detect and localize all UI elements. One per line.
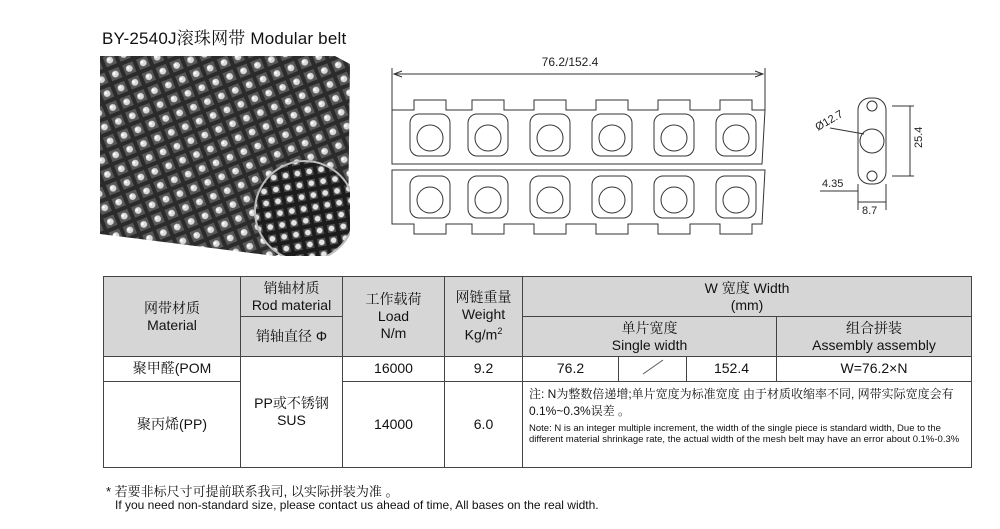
header-rod: 销轴材质 Rod material bbox=[241, 277, 343, 317]
rod-material-value: PP或不锈钢 SUS bbox=[241, 357, 343, 468]
header-rod-dia: 销轴直径 Φ bbox=[241, 317, 343, 357]
ball bbox=[537, 125, 563, 151]
header-assembly: 组合拼装 Assembly assembly bbox=[777, 317, 972, 357]
note-cell bbox=[523, 381, 972, 467]
ball bbox=[537, 187, 563, 213]
ball bbox=[723, 125, 749, 151]
ball bbox=[599, 187, 625, 213]
row-width-2: 152.4 bbox=[687, 357, 777, 381]
dim-b-label: 8.7 bbox=[862, 205, 878, 217]
header-material: 网带材质 Material bbox=[104, 277, 241, 357]
footer-cn: * 若要非标尺寸可提前联系我司, 以实际拼装为准 。 bbox=[106, 484, 399, 499]
belt-drawing bbox=[380, 52, 780, 262]
note-en: Note: N is an integer multiple increment, the width of the single piece is standard width, Due to the different material shrinkage rate, the actual width of the mesh belt may have an error about 0.1%-0.3% bbox=[529, 422, 960, 445]
ball bbox=[661, 125, 687, 151]
row-load: 16000 bbox=[343, 357, 445, 381]
header-width: W 宽度 Width (mm) bbox=[523, 277, 972, 317]
ball bbox=[599, 125, 625, 151]
side-drawing bbox=[810, 88, 930, 218]
page-title: BY-2540J滚珠网带 Modular belt bbox=[102, 29, 347, 48]
spec-table bbox=[103, 276, 972, 468]
row-material: 聚甲醛(POM bbox=[104, 357, 241, 381]
row-weight: 9.2 bbox=[445, 357, 523, 381]
row-material: 聚丙烯(PP) bbox=[104, 381, 241, 467]
ball bbox=[661, 187, 687, 213]
belt-photo bbox=[100, 56, 350, 256]
ball bbox=[723, 187, 749, 213]
pitch-label: 25.4 bbox=[913, 126, 925, 148]
ball bbox=[417, 187, 443, 213]
ball bbox=[417, 125, 443, 151]
row-assembly: W=76.2×N bbox=[777, 357, 972, 381]
ball bbox=[475, 125, 501, 151]
row-width-1: 76.2 bbox=[523, 357, 619, 381]
row-load: 14000 bbox=[343, 381, 445, 467]
header-single: 单片宽度 Single width bbox=[523, 317, 777, 357]
row-weight: 6.0 bbox=[445, 381, 523, 467]
footer-en: If you need non-standard size, please contact us ahead of time, All bases on the real width. bbox=[115, 498, 599, 512]
row-width-slash bbox=[619, 357, 687, 381]
dim-a-label: 4.35 bbox=[822, 178, 844, 190]
width-dimension: 76.2/152.4 bbox=[541, 55, 599, 69]
dia-label: Ø12.7 bbox=[813, 108, 846, 134]
note-cn: 注: N为整数倍递增;单片宽度为标准宽度 由于材质收缩率不同, 网带实际宽度会有0.1%~0.3%误差 。 bbox=[529, 386, 954, 418]
header-weight: 网链重量 Weight $Kg/m^2$ bbox=[445, 277, 523, 357]
ball bbox=[475, 187, 501, 213]
header-load: 工作载荷 Load N/m bbox=[343, 277, 445, 357]
